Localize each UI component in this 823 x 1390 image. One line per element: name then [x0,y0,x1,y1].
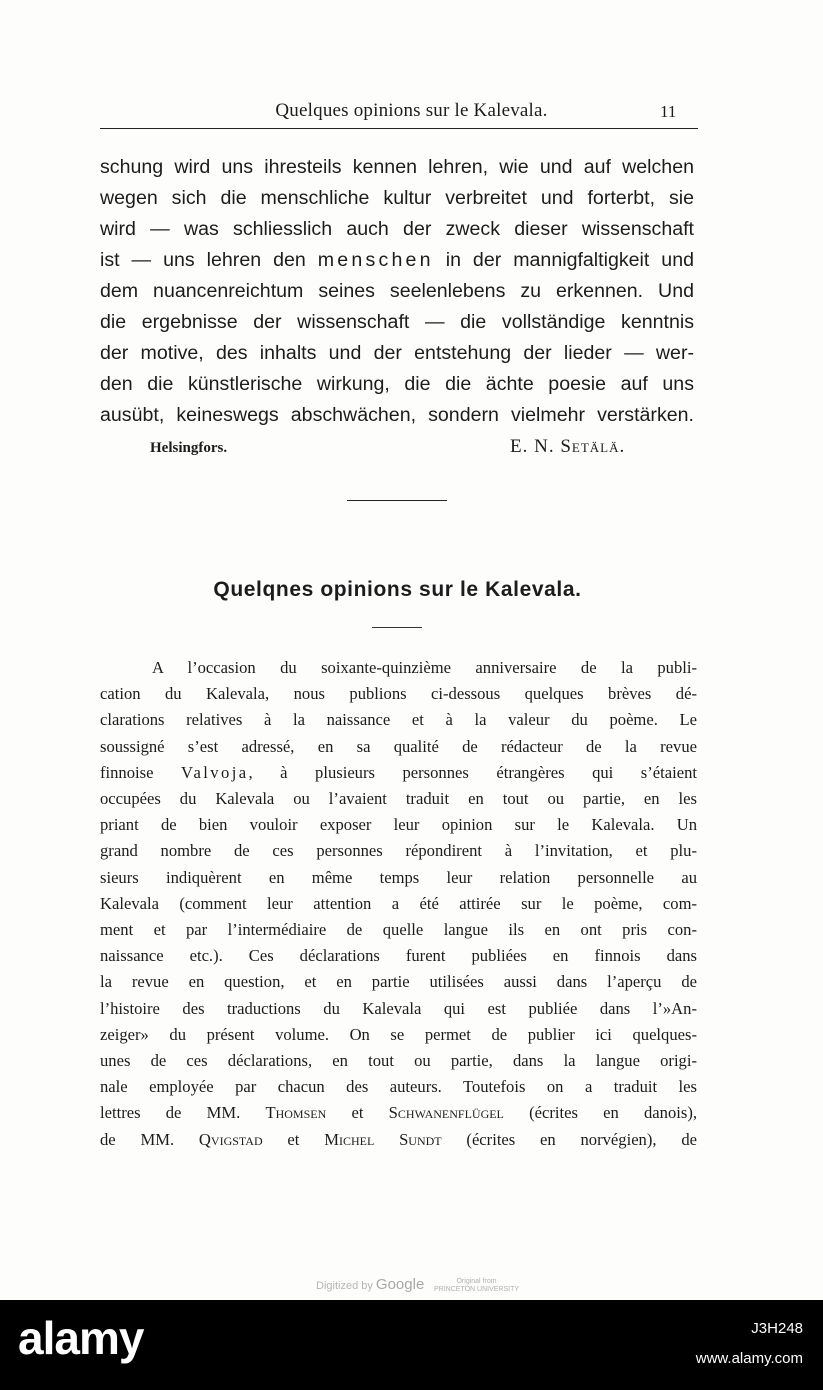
section-title: Quelqnes opinions sur le Kalevala. [213,578,582,601]
spaced-word: menschen [317,249,434,271]
signature-author: E. N. Setälä. [510,436,626,457]
text-line: Kalevala (comment leur attention a été attirée sur le poème, com- [100,893,697,913]
image-code: J3H248 [751,1320,803,1337]
header-rule [100,128,698,129]
original-from-princeton: Original from PRINCETON UNIVERSITY [434,1278,520,1293]
text-line: unes de ces déclarations, en tout ou partie, dans la langue origi- [100,1051,697,1071]
text-line: lettres de MM. Thomsen et Schwanenflügel (écrites en danois), [100,1103,697,1123]
signature-place: Helsingfors. [150,440,228,456]
text-line: zeiger» du présent volume. On se permet de publier ici quelques- [100,1024,697,1044]
text-line: finnoise Valvoja, à plusieurs personnes étrangères qui s’étaient [100,762,697,782]
text-line: der motive, des inhalts und der entstehung der lieder — wer- [100,342,694,364]
spaced-word: Valvoja [180,762,249,782]
text-line: wird — was schliesslich auch der zweck dieser wissenschaft [100,218,694,240]
text-line: den die künstlerische wirkung, die die ächte poesie auf uns [100,373,694,395]
section-divider [347,500,447,501]
text-line: nale employée par chacun des auteurs. Toutefois on a traduit les [100,1077,697,1097]
german-paragraph [100,152,694,431]
text-line: cation du Kalevala, nous publions ci-dessous quelques brèves dé- [100,684,697,704]
text-line: occupées du Kalevala ou l’avaient traduit en tout ou partie, en les [100,789,697,809]
text-line: l’histoire des traductions du Kalevala qui est publiée dans l’»An- [100,998,697,1018]
text-line: la revue en question, et en partie utilisées aussi dans l’aperçu de [100,972,697,992]
alamy-logo: alamy [18,1312,144,1364]
text-line: ist — uns lehren den menschen in der mannigfaltigkeit und [100,249,694,271]
text-line: de MM. Qvigstad et Michel Sundt (écrites en norvégien), de [100,1129,697,1149]
text-line: priant de bien vouloir exposer leur opinion sur le Kalevala. Un [100,815,697,835]
page-number: 11 [660,102,677,121]
title-underline [372,627,422,628]
text-line: schung wird uns ihresteils kennen lehren, wie und auf welchen [100,156,694,178]
text-line: sieurs indiquèrent en même temps leur relation personnelle au [100,867,697,887]
french-paragraph [100,655,697,1153]
text-line: wegen sich die menschliche kultur verbreitet und forterbt, sie [100,187,694,209]
text-line: dem nuancenreichtum seines seelenlebens zu erkennen. Und [100,280,694,302]
text-line: die ergebnisse der wissenschaft — die vollständige kenntnis [100,311,694,333]
digitized-by-google: Digitized by Google [316,1276,425,1293]
text-line: ment et par l’intermédiaire de quelle langue ils en ont pris con- [100,920,697,940]
text-line: ausübt, keineswegs abschwächen, sondern vielmehr verstärken. [100,404,694,426]
text-line: A l’occasion du soixante-quinzième anniversaire de la publi- [152,658,697,677]
text-line: soussigné s’est adressé, en sa qualité de rédacteur de la revue [100,736,697,756]
text-line: naissance etc.). Ces déclarations furent publiées en finnois dans [100,946,697,966]
alamy-url: www.alamy.com [695,1350,803,1367]
text-line: clarations relatives à la naissance et à la valeur du poème. Le [100,710,697,730]
text-line: grand nombre de ces personnes répondirent à l’invitation, et plu- [100,841,697,861]
running-title: Quelques opinions sur le Kalevala. [275,100,548,121]
